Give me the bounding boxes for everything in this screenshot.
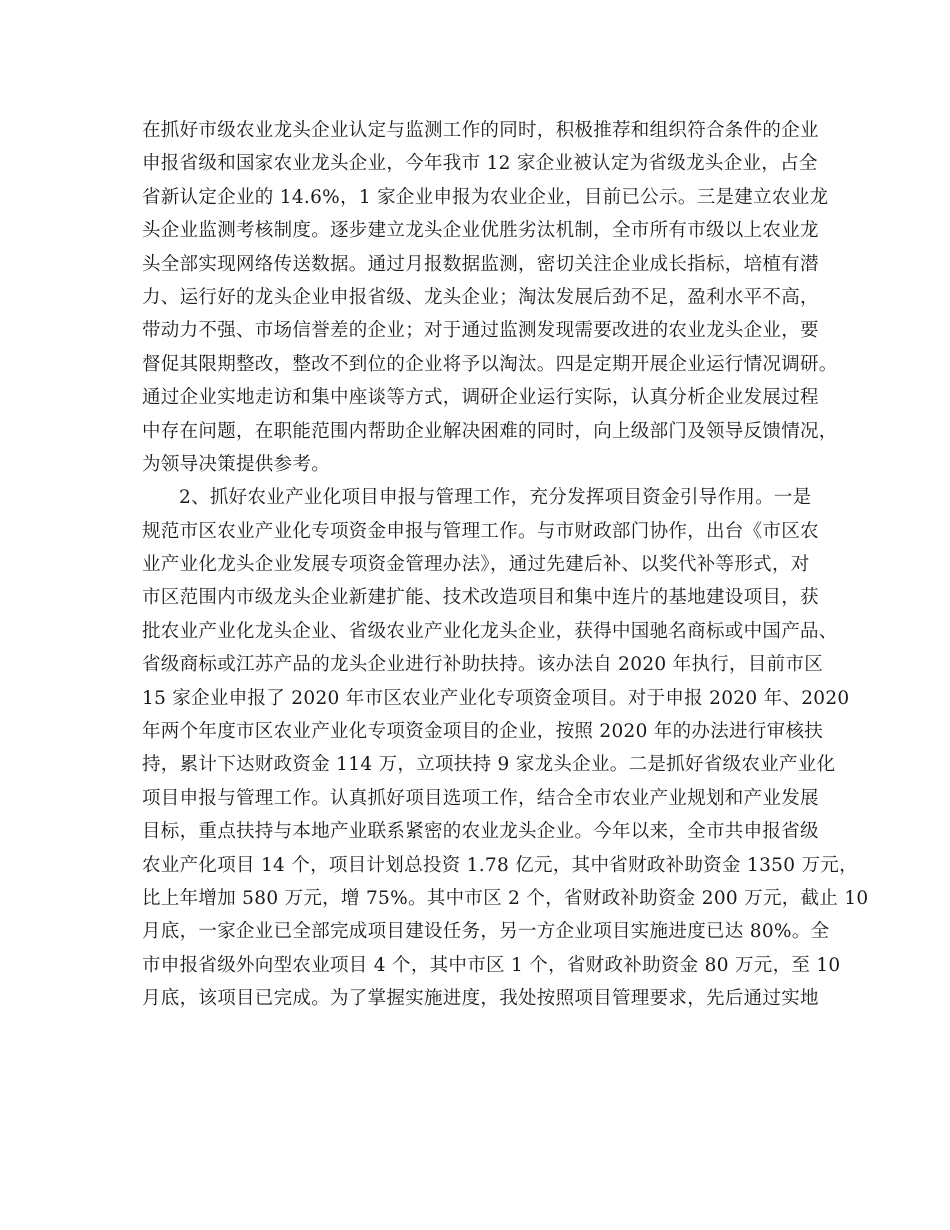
text-line: 中存在问题，在职能范围内帮助企业解决困难的同时，向上级部门及领导反馈情况， (142, 420, 838, 442)
text-line: 为领导决策提供参考。 (142, 453, 331, 475)
text-line: 督促其限期整改，整改不到位的企业将予以淘汰。四是定期开展企业运行情况调研。 (142, 353, 838, 375)
text-line: 2、抓好农业产业化项目申报与管理工作，充分发挥项目资金引导作用。一是 (179, 487, 812, 509)
text-line: 项目申报与管理工作。认真抓好项目选项工作，结合全市农业产业规划和产业发展 (142, 787, 819, 809)
text-line: 规范市区农业产业化专项资金申报与管理工作。与市财政部门协作，出台《市区农 (142, 520, 819, 542)
paragraph-1 (142, 114, 838, 481)
text-line: 月底，该项目已完成。为了掌握实施进度，我处按照项目管理要求，先后通过实地 (142, 988, 819, 1010)
text-line: 在抓好市级农业龙头企业认定与监测工作的同时，积极推荐和组织符合条件的企业 (142, 120, 819, 141)
text-line: 市申报省级外向型农业项目 4 个，其中市区 1 个，省财政补助资金 80 万元，至 10 (142, 954, 841, 976)
document-body (142, 114, 869, 1016)
text-line: 月底，一家企业已全部完成项目建设任务，另一方企业项目实施进度已达 80%。全 (142, 921, 830, 943)
text-line: 力、运行好的龙头企业申报省级、龙头企业；淘汰发展后劲不足，盈利水平不高， (142, 286, 819, 308)
text-line: 头全部实现网络传送数据。通过月报数据监测，密切关注企业成长指标，培植有潜 (142, 253, 819, 275)
text-line: 比上年增加 580 万元，增 75%。其中市区 2 个，省财政补助资金 200 万元，截止 10 (142, 887, 869, 909)
text-line: 省级商标或江苏产品的龙头企业进行补助扶持。该办法自 2020 年执行，目前市区 (142, 654, 824, 676)
text-line: 15 家企业申报了 2020 年市区农业产业化专项资金项目。对于申报 2020 年、2020 (142, 687, 850, 709)
text-line: 市区范围内市级龙头企业新建扩能、技术改造项目和集中连片的基地建设项目，获 (142, 587, 819, 609)
text-line: 目标，重点扶持与本地产业联系紧密的农业龙头企业。今年以来，全市共申报省级 (142, 821, 819, 843)
text-line: 农业产化项目 14 个，项目计划总投资 1.78 亿元，其中省财政补助资金 1350 万元， (142, 854, 858, 876)
text-line: 带动力不强、市场信誉差的企业；对于通过监测发现需要改进的农业龙头企业，要 (142, 320, 819, 342)
text-line: 业产业化龙头企业发展专项资金管理办法》，通过先建后补、以奖代补等形式，对 (142, 554, 810, 576)
text-line: 年两个年度市区农业产业化专项资金项目的企业，按照 2020 年的办法进行审核扶 (142, 721, 824, 743)
text-line: 申报省级和国家农业龙头企业，今年我市 12 家企业被认定为省级龙头企业，占全 (142, 153, 818, 175)
paragraph-2 (142, 481, 869, 1015)
text-line: 通过企业实地走访和集中座谈等方式，调研企业运行实际，认真分析企业发展过程 (142, 387, 819, 409)
text-line: 省新认定企业的 14.6%，1 家企业申报为农业企业，目前已公示。三是建立农业龙 (142, 186, 829, 208)
text-line: 批农业产业化龙头企业、省级农业产业化龙头企业，获得中国驰名商标或中国产品、 (142, 620, 838, 642)
text-line: 头企业监测考核制度。逐步建立龙头企业优胜劣汰机制，全市所有市级以上农业龙 (142, 220, 819, 242)
text-line: 持，累计下达财政资金 114 万，立项扶持 9 家龙头企业。二是抓好省级农业产业化 (142, 754, 836, 776)
